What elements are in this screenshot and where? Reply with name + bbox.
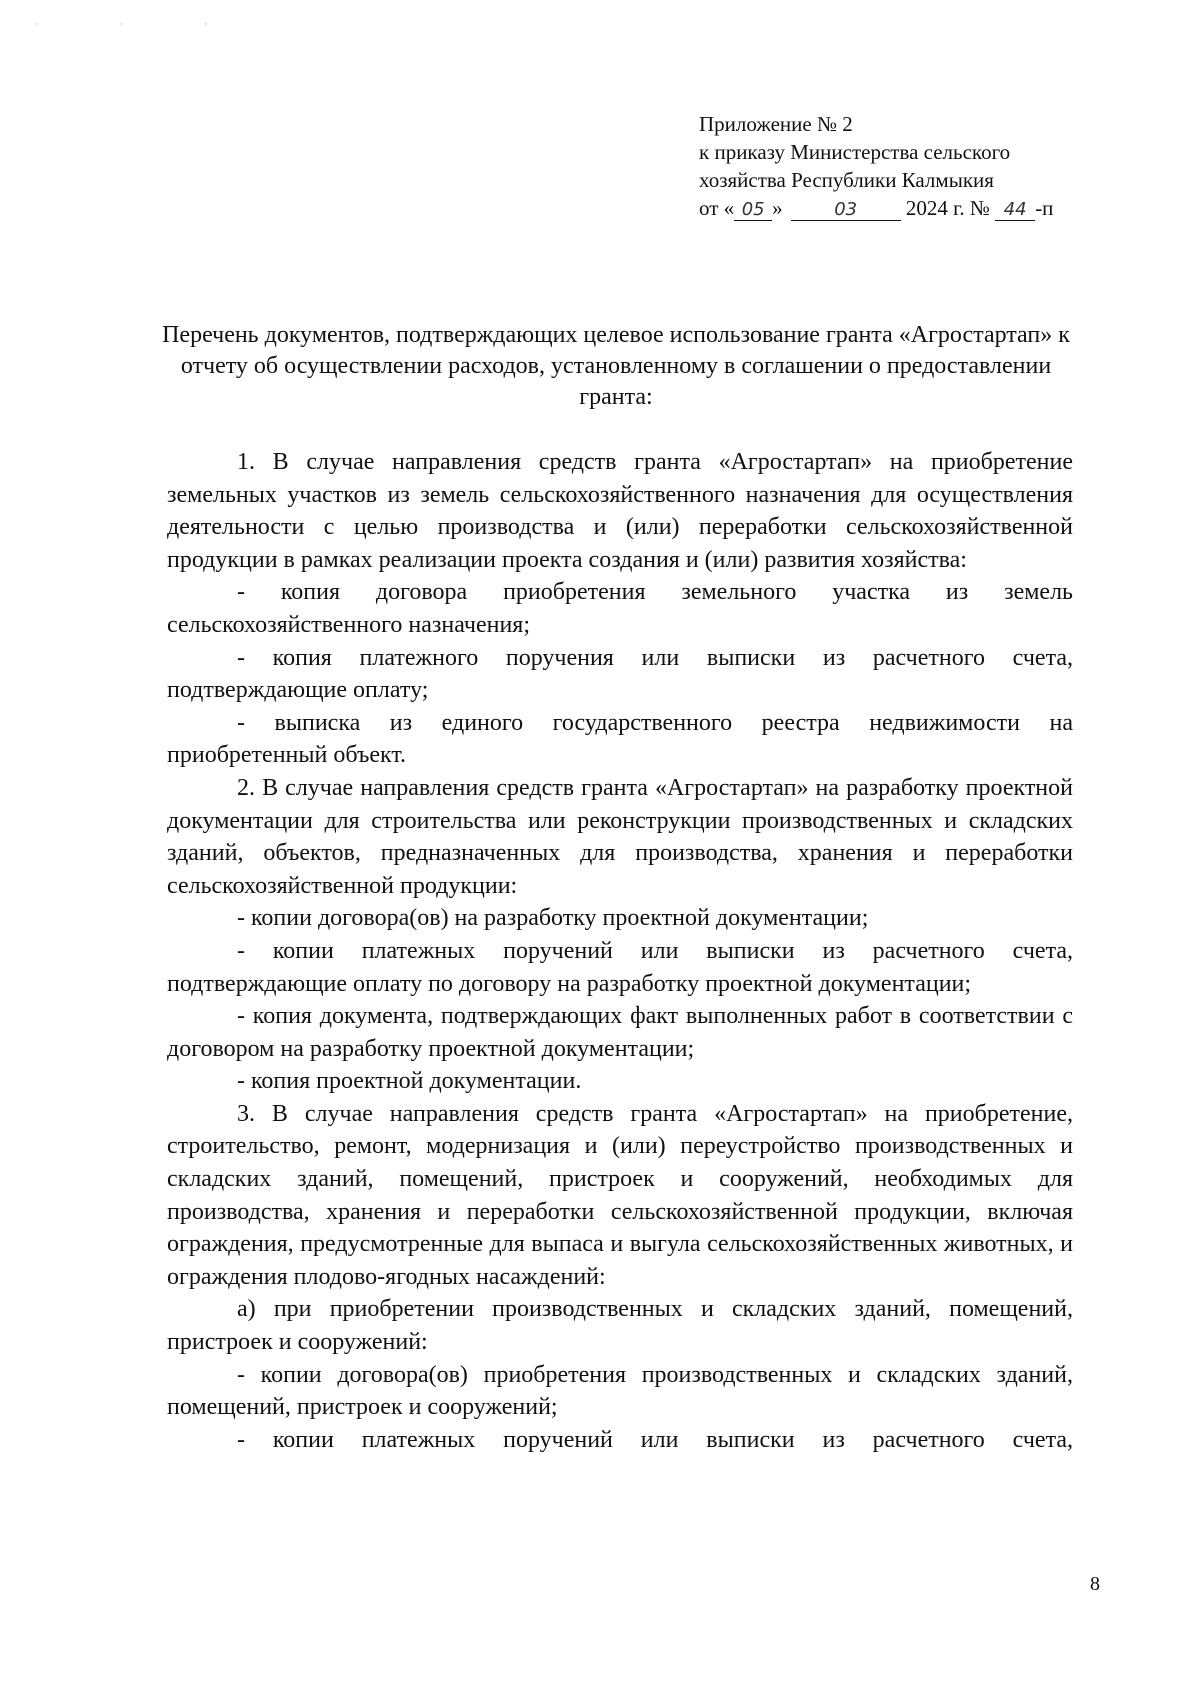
paragraph: - копии договора(ов) на разработку проектной документации; [237,905,869,932]
approval-line-1: Приложение № 2 [699,112,853,136]
paragraph: - копия документа, подтверждающих факт выполненных работ в соответствии с договором на разработку проектной документации; [167,1003,1073,1062]
paragraph: - копии платежных поручений или выписки из расчетного счета, [237,1426,1073,1453]
date-close: » [772,196,783,220]
date-day: 05 [734,200,772,221]
document-title: Перечень документов, подтверждающих целевое использование гранта «Агростартап» к отчету об осуществлении расходов, установленному в соглашении о предоставлении гранта: [162,322,1070,410]
paragraph: - копии платежных поручений или выписки из расчетного счета, подтверждающие оплату по договору на разработку проектной документации; [167,937,1073,997]
paragraph: 2. В случае направления средств гранта «Агростартап» на разработку проектной документации для строительства или реконструкции производственных и складских зданий, объектов, предназначенных для производства, хранения и переработки сельскохозяйственной продукции: [167,774,1073,899]
paragraph: а) при приобретении производственных и складских зданий, помещений, пристроек и сооружений: [167,1296,1073,1356]
order-suffix: -п [1035,196,1054,220]
date-prefix: от « [699,196,735,220]
approval-date-line [699,194,1053,222]
paragraph: - копия платежного поручения или выписки из расчетного счета, подтверждающие оплату; [167,644,1073,704]
paragraph: - копия проектной документации. [237,1068,582,1095]
approval-line-2: к приказу Министерства сельского [699,140,1011,164]
approval-block [699,110,1053,222]
order-number: 44 [995,200,1035,221]
paragraph: - копия договора приобретения земельного участка из земель сельскохозяйственного назначения; [167,579,1073,638]
date-month: 03 [791,200,901,221]
approval-line-3: хозяйства Республики Калмыкия [699,168,994,192]
date-year: 2024 г. № [905,196,990,220]
paragraph: 1. В случае направления средств гранта «Агростартап» на приобретение земельных участков из земель сельскохозяйственного назначения для осуществления деятельности с целью производства и (или) переработки сельскохозяйственной продукции в рамках реализации проекта создания и (или) развития хозяйства: [167,449,1073,573]
document-body [167,446,1073,1456]
paragraph: - копии договора(ов) приобретения производственных и складских зданий, помещений, пристроек и сооружений; [167,1361,1073,1421]
paragraph: 3. В случае направления средств гранта «Агростартап» на приобретение, строительство, ремонт, модернизация и (или) переустройство производственных и складских зданий, помещений, пристроек и сооружений, необходимых для производства, хранения и переработки сельскохозяйственной продукции, включая ограждения, предусмотренные для выпаса и выгула сельскохозяйственных животных, и ограждения плодово-ягодных насаждений: [167,1100,1073,1290]
paragraph: - выписка из единого государственного реестра недвижимости на приобретенный объект. [167,709,1073,769]
page-number: 8 [1090,1573,1100,1595]
scan-marks: ' ' ' [36,22,247,33]
